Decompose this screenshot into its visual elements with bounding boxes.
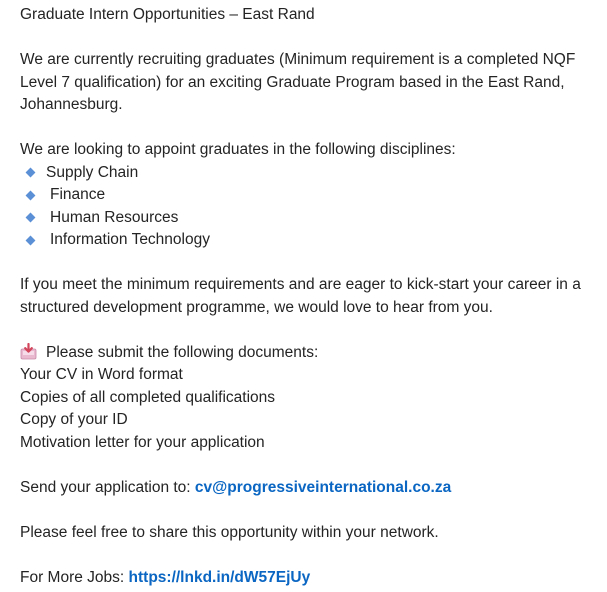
disciplines-list <box>20 162 600 252</box>
discipline-label: Information Technology <box>50 231 210 248</box>
eligibility-line: structured development programme, we would love to hear from you. <box>20 298 493 316</box>
send-label: Send your application to: <box>20 478 195 496</box>
inbox-tray-icon <box>20 343 37 360</box>
disciplines-heading: We are looking to appoint graduates in the following disciplines: <box>20 141 456 158</box>
discipline-label: Finance <box>50 186 106 203</box>
more-jobs-link[interactable]: https://lnkd.in/dW57EjUy <box>128 568 311 586</box>
documents-heading: Please submit the following documents: <box>46 343 319 361</box>
diamond-bullet-icon <box>26 168 36 178</box>
intro-line: Level 7 qualification) for an exciting Graduate Program based in the East Rand, <box>20 73 565 91</box>
intro-line: We are currently recruiting graduates (Minimum requirement is a completed NQF <box>20 51 576 68</box>
share-text: Please feel free to share this opportunity within your network. <box>20 523 439 541</box>
list-item: Copies of all completed qualifications <box>20 388 276 406</box>
list-item <box>20 184 600 207</box>
email-link[interactable]: cv@progressiveinternational.co.za <box>194 478 452 496</box>
list-item <box>20 229 600 252</box>
list-item: Your CV in Word format <box>20 366 183 383</box>
documents-list <box>20 364 600 454</box>
post-title: Graduate Intern Opportunities – East Rand <box>20 6 315 23</box>
intro-paragraph <box>20 49 600 117</box>
list-item: Copy of your ID <box>20 411 128 428</box>
more-jobs-label: For More Jobs: <box>20 568 129 586</box>
list-item: Motivation letter for your application <box>20 433 265 451</box>
send-application-row <box>20 477 600 500</box>
list-item <box>20 162 600 185</box>
post-body <box>20 0 600 589</box>
eligibility-line: If you meet the minimum requirements and are eager to kick-start your career in a <box>20 276 581 293</box>
list-item <box>20 207 600 230</box>
diamond-bullet-icon <box>26 190 36 200</box>
documents-heading-row <box>20 342 600 365</box>
diamond-bullet-icon <box>26 213 36 223</box>
more-jobs-row <box>20 567 600 590</box>
discipline-label: Human Resources <box>50 208 179 226</box>
discipline-label: Supply Chain <box>46 163 139 181</box>
eligibility-paragraph <box>20 274 600 319</box>
intro-line: Johannesburg. <box>20 96 123 113</box>
diamond-bullet-icon <box>26 235 36 245</box>
